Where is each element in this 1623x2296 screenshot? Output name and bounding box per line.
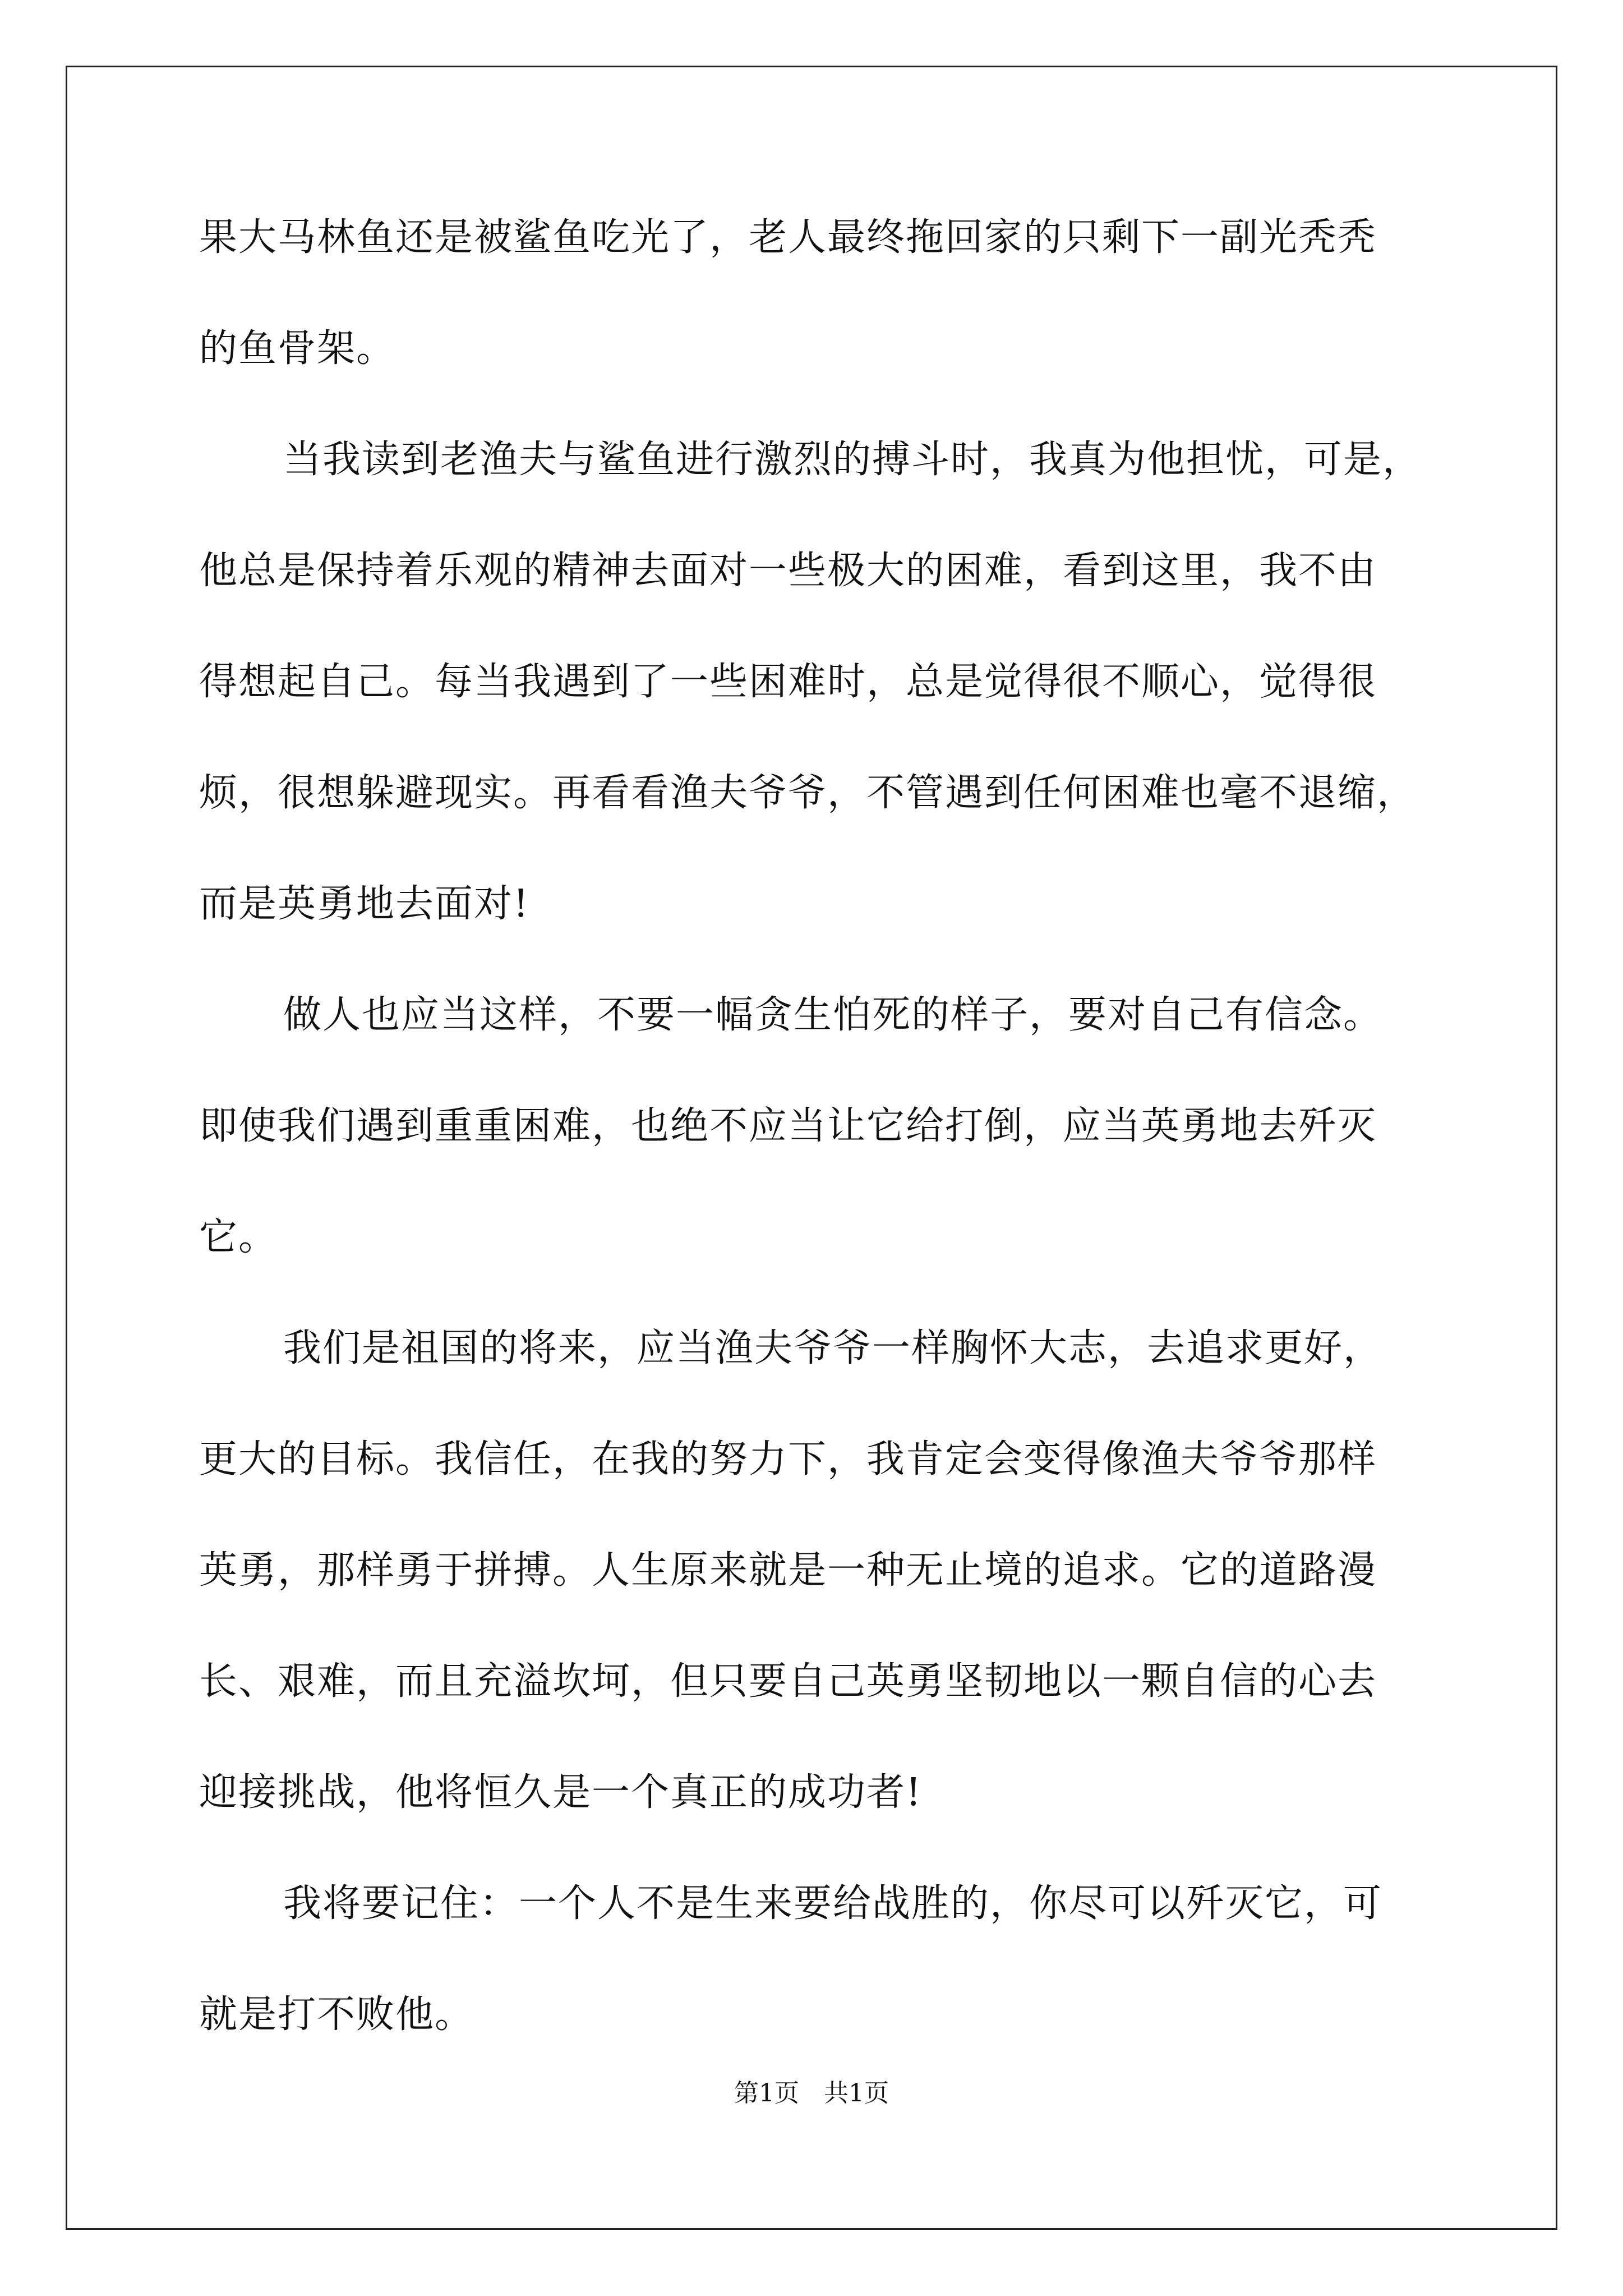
paragraph-start-line: 当我读到老渔夫与鲨鱼进行激烈的搏斗时，我真为他担忧，可是， (283, 438, 1422, 482)
text-line: 迎接挑战，他将恒久是一个真正的成功者! (199, 1770, 923, 1815)
paragraph-start-line: 我们是祖国的将来，应当渔夫爷爷一样胸怀大志，去追求更好， (283, 1326, 1383, 1370)
text-line: 即使我们遇到重重困难，也绝不应当让它给打倒，应当英勇地去歼灭 (199, 1104, 1377, 1148)
text-line: 它。 (199, 1215, 278, 1259)
page-footer: 第1页 共1页 (734, 2079, 889, 2108)
paragraph-start-line: 做人也应当这样，不要一幅贪生怕死的样子，要对自己有信念。 (283, 993, 1383, 1037)
text-line: 长、艰难，而且充溢坎坷，但只要自己英勇坚韧地以一颗自信的心去 (199, 1659, 1377, 1704)
paragraph-start-line: 我将要记住：一个人不是生来要给战胜的，你尽可以歼灭它，可 (283, 1881, 1383, 1926)
text-line: 他总是保持着乐观的精神去面对一些极大的困难，看到这里，我不由 (199, 549, 1377, 593)
text-line: 而是英勇地去面对! (199, 882, 530, 926)
text-line: 得想起自己。每当我遇到了一些困难时，总是觉得很不顺心，觉得很 (199, 660, 1377, 704)
text-line: 烦，很想躲避现实。再看看渔夫爷爷，不管遇到任何困难也毫不退缩， (199, 771, 1417, 815)
text-line: 英勇，那样勇于拼搏。人生原来就是一种无止境的追求。它的道路漫 (199, 1548, 1377, 1593)
text-line: 就是打不败他。 (199, 1993, 474, 2037)
text-line: 的鱼骨架。 (199, 326, 396, 371)
document-body (199, 215, 1441, 2107)
text-line: 更大的目标。我信任，在我的努力下，我肯定会变得像渔夫爷爷那样 (199, 1437, 1377, 1481)
text-line: 果大马林鱼还是被鲨鱼吃光了，老人最终拖回家的只剩下一副光秃秃 (199, 215, 1377, 260)
